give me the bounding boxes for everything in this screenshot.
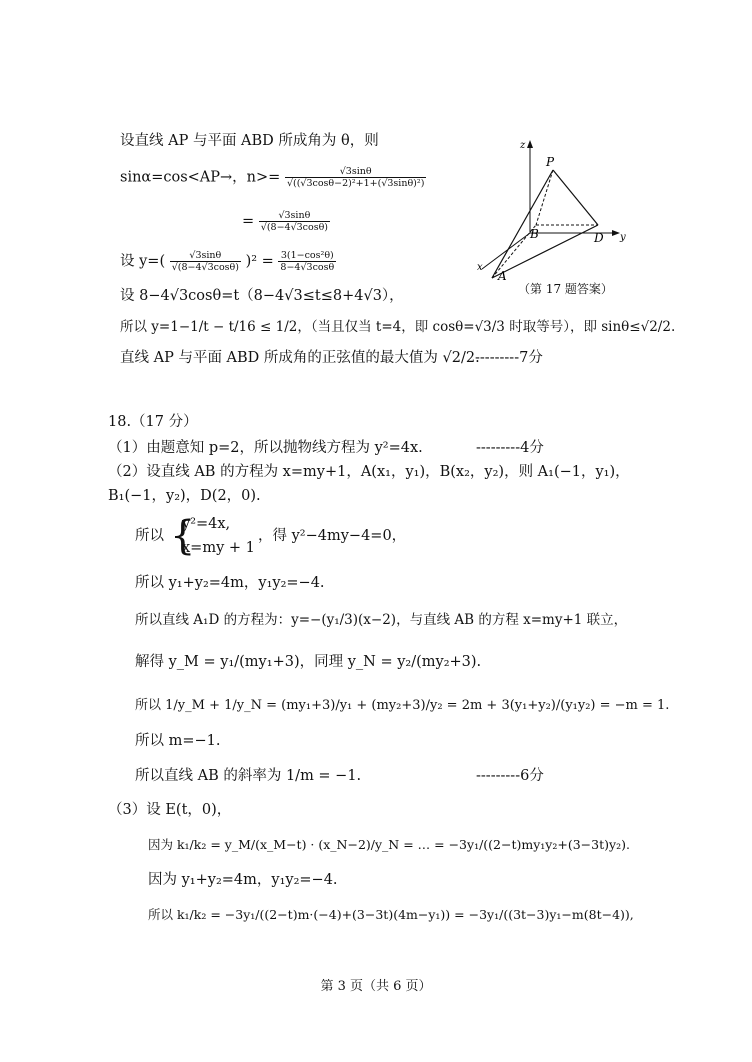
p18-m-line: 所以 m=−1. — [135, 733, 221, 749]
p17-line3-num: √3sinθ — [259, 210, 330, 222]
p18-part2-line1: （2）设直线 AB 的方程为 x=my+1，A(x₁，y₁)，B(x₂，y₂)，则 A₁(−1，y₁)， — [108, 464, 630, 480]
p18-part3: （3）设 E(t，0)， — [108, 802, 232, 818]
p17-line4-mid: )² = — [245, 253, 274, 270]
label-b: B — [530, 227, 539, 241]
p18-solve-line: 解得 y_M = y₁/(my₁+3)，同理 y_N = y₂/(my₂+3). — [135, 654, 482, 670]
brace-icon: { — [170, 513, 196, 559]
p17-line3-frac — [259, 210, 330, 233]
label-a: A — [498, 269, 507, 283]
p17-line4-frac2 — [278, 250, 336, 273]
p18-a1d-line: 所以直线 A₁D 的方程为：y=−(y₁/3)(x−2)，与直线 AB 的方程 x=my+1 联立， — [135, 612, 628, 628]
p17-line4-frac1 — [170, 250, 241, 273]
p18-because2: 因为 y₁+y₂=4m，y₁y₂=−4. — [148, 872, 338, 888]
p17-line1: 设直线 AP 与平面 ABD 所成角为 θ，则 — [120, 133, 379, 149]
p18-sys-eq1: y²=4x, — [182, 516, 231, 532]
p17-line3-eq: = — [242, 213, 255, 230]
p18-header: 18.（17 分） — [108, 414, 198, 430]
p18-sys-post: ，得 y²−4my−4=0， — [258, 528, 407, 544]
p18-slope-score: ---------6分 — [476, 768, 544, 784]
edge-pa — [492, 170, 553, 278]
p17-line4-num2: 3(1−cos²θ) — [278, 250, 336, 262]
label-y: y — [620, 232, 626, 243]
x-axis — [482, 233, 530, 269]
p17-line4-den2: 8−4√3cosθ — [280, 262, 335, 273]
z-arrow-icon — [527, 140, 533, 148]
p17-line3-den: √(8−4√3cosθ) — [260, 222, 329, 233]
p17-line4 — [120, 250, 336, 273]
p18-because1: 因为 k₁/k₂ = y_M/(x_M−t) · (x_N−2)/y_N = … = −3y₁/((2−t)my₁y₂+(3−3t)y₂). — [148, 837, 630, 852]
p17-score: ---------7分 — [475, 350, 543, 366]
problem17-figure — [468, 128, 648, 298]
p17-line4-left: 设 y=( — [120, 253, 166, 270]
p17-line2-den: √((√3cosθ−2)²+1+(√3sinθ)²) — [286, 178, 425, 189]
p18-so-line: 所以 k₁/k₂ = −3y₁/((2−t)m·(−4)+(3−3t)(4m−y₁)) = −3y₁/((3t−3)y₁−m(8t−4)), — [148, 907, 634, 922]
p18-part1-score: ---------4分 — [476, 440, 544, 456]
p17-line2-num: √3sinθ — [285, 166, 426, 178]
p17-line3 — [242, 210, 330, 233]
p18-sys-pre: 所以 — [135, 528, 164, 544]
p18-sys-eq2: x=my + 1 — [182, 540, 255, 556]
p18-part2-line2: B₁(−1，y₂)，D(2，0). — [108, 488, 261, 504]
page-footer: 第 3 页（共 6 页） — [320, 979, 432, 994]
p18-recip-line: 所以 1/y_M + 1/y_N = (my₁+3)/y₁ + (my₂+3)/y₂ = 2m + 3(y₁+y₂)/(y₁y₂) = −m = 1. — [135, 698, 670, 713]
p17-line6: 所以 y=1−1/t − t/16 ≤ 1/2，（当且仅当 t=4，即 cosθ=√3/3 时取等号），即 sinθ≤√2/2. — [120, 319, 676, 335]
p18-slope-line: 所以直线 AB 的斜率为 1/m = −1. — [135, 768, 362, 784]
p17-line2-frac — [285, 166, 426, 189]
p17-line2-left: sinα=cos<AP→，n>= — [120, 169, 281, 186]
label-d: D — [594, 231, 604, 245]
p17-line5: 设 8−4√3cosθ=t（8−4√3≤t≤8+4√3）， — [120, 288, 404, 304]
p18-sum-prod: 所以 y₁+y₂=4m，y₁y₂=−4. — [135, 575, 325, 591]
p17-line4-den: √(8−4√3cosθ) — [171, 262, 239, 273]
p17-line7: 直线 AP 与平面 ABD 所成角的正弦值的最大值为 √2/2. — [120, 350, 480, 366]
edge-pd — [553, 170, 598, 225]
p17-line2 — [120, 166, 426, 189]
label-z: z — [520, 140, 526, 151]
figure-caption: （第 17 题答案） — [518, 282, 613, 296]
label-x: x — [477, 262, 483, 273]
y-arrow-icon — [612, 230, 620, 236]
p17-line4-num: √3sinθ — [170, 250, 241, 262]
label-p: P — [546, 155, 555, 169]
p18-part1: （1）由题意知 p=2，所以抛物线方程为 y²=4x. — [108, 440, 423, 456]
edge-pb — [536, 170, 553, 225]
